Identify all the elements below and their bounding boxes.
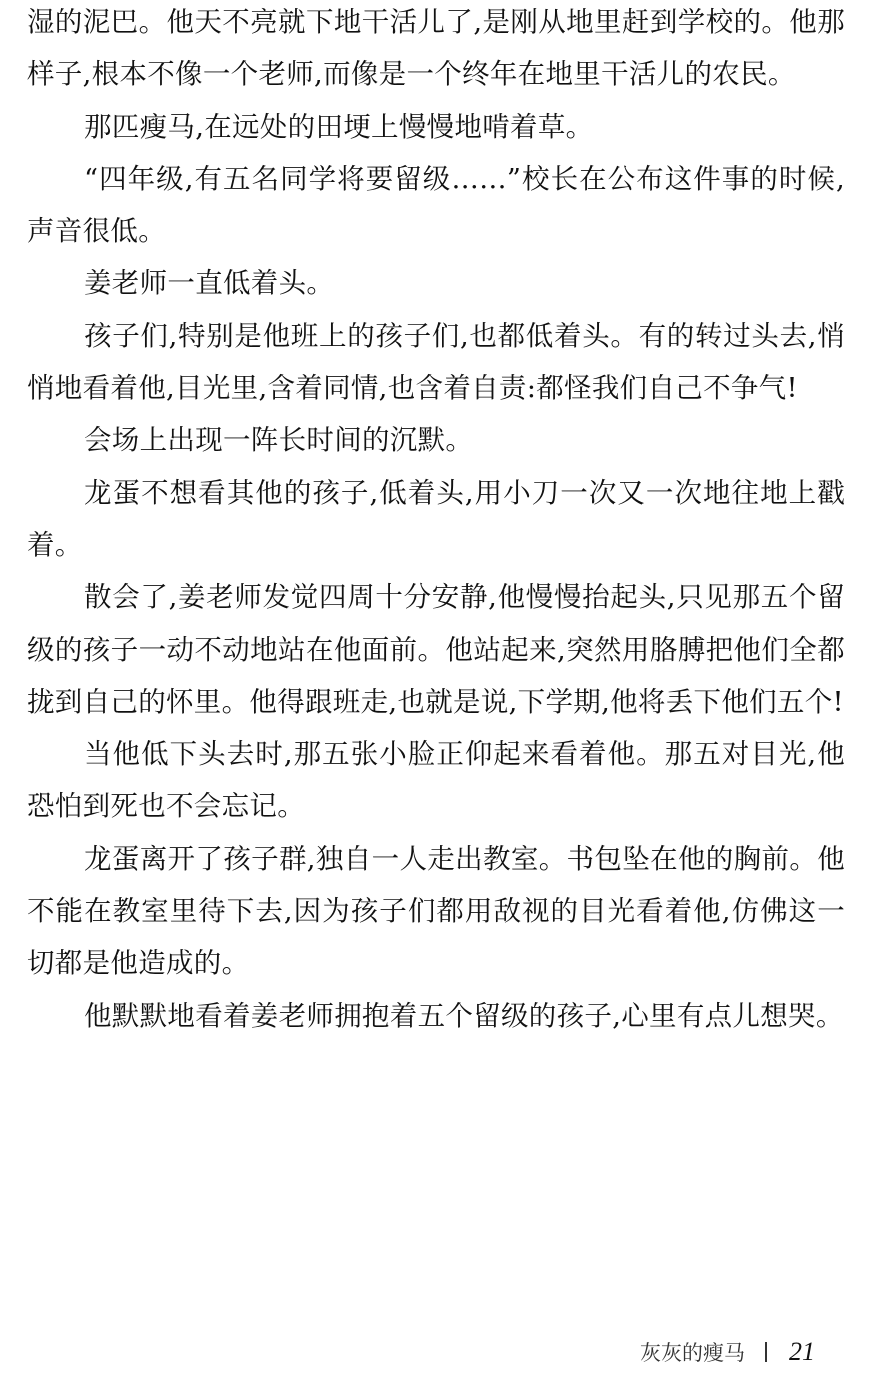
- paragraph: “四年级,有五名同学将要留级……”校长在公布这件事的时候,声音很低。: [27, 162, 845, 248]
- paragraph: 姜老师一直低着头。: [84, 267, 335, 300]
- page-number: 21: [789, 1337, 815, 1366]
- paragraph: 孩子们,特别是他班上的孩子们,也都低着头。有的转过头去,悄悄地看着他,目光里,含着同情,也含着自责:都怪我们自己不争气!: [27, 319, 845, 405]
- paragraph: 湿的泥巴。他天不亮就下地干活儿了,是刚从地里赶到学校的。他那样子,根本不像一个老师,而像是一个终年在地里干活儿的农民。: [27, 6, 845, 91]
- paragraph: 龙蛋不想看其他的孩子,低着头,用小刀一次又一次地往地上戳着。: [27, 476, 845, 561]
- paragraph: 当他低下头去时,那五张小脸正仰起来看着他。那五对目光,他恐怕到死也不会忘记。: [27, 738, 845, 823]
- paragraph: 他默默地看着姜老师拥抱着五个留级的孩子,心里有点儿想哭。: [84, 999, 844, 1032]
- paragraph: 龙蛋离开了孩子群,独自一人走出教室。书包坠在他的胸前。他不能在教室里待下去,因为孩子们都用敌视的目光看着他,仿佛这一切都是他造成的。: [27, 842, 845, 980]
- paragraph: 散会了,姜老师发觉四周十分安静,他慢慢抬起头,只见那五个留级的孩子一动不动地站在他面前。他站起来,突然用胳膊把他们全都拢到自己的怀里。他得跟班走,也就是说,下学期,他将丢下他们五个!: [27, 581, 845, 718]
- running-title: 灰灰的瘦马: [640, 1341, 745, 1365]
- paragraph: 会场上出现一阵长时间的沉默。: [84, 424, 474, 457]
- paragraph: 那匹瘦马,在远处的田埂上慢慢地啃着草。: [84, 110, 594, 143]
- page-body: [27, 0, 845, 1042]
- footer-divider: [765, 1342, 767, 1362]
- page-footer: [640, 1332, 840, 1372]
